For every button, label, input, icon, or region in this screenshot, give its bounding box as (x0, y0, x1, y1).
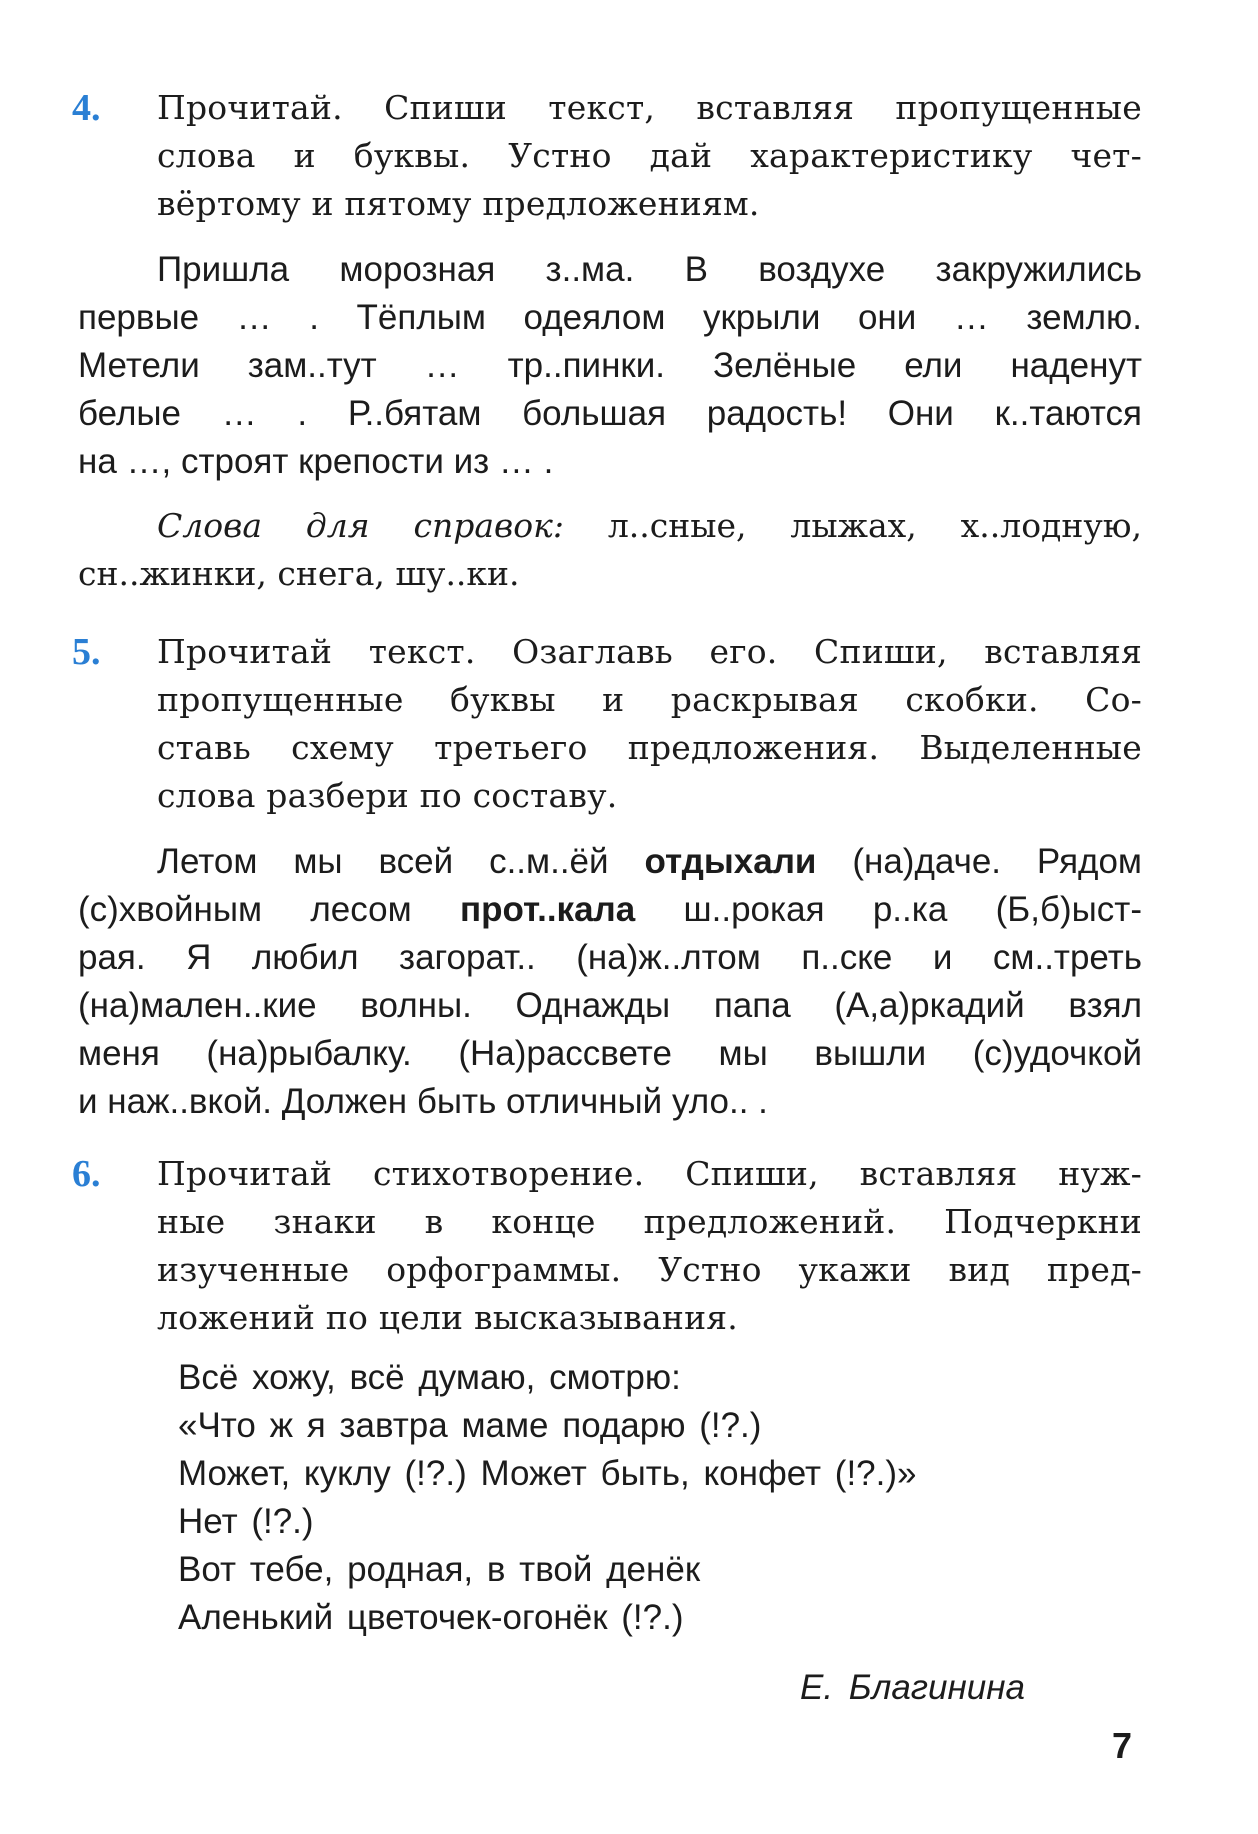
poem (178, 1354, 917, 1642)
highlighted-word: отдыхали (644, 842, 817, 881)
exercise-5-number: 5. (72, 631, 101, 673)
task-line: ложений по цели высказывания. (157, 1298, 738, 1337)
text-line: меня (на)рыбалку. (На)рассвете мы вышли (с)удочкой (78, 1034, 1142, 1073)
task-line: Прочитай. Спиши текст, вставляя пропущенные (157, 88, 1142, 127)
task-line: изученные орфограммы. Устно укажи вид пред- (157, 1250, 1142, 1289)
poem-author: Е. Благинина (800, 1668, 1025, 1707)
text-line: рая. Я любил загорат.. (на)ж..лтом п..ске и см..треть (78, 938, 1142, 977)
reference-line: сн..жинки, снега, шу..ки. (78, 554, 520, 593)
page-number: 7 (1112, 1725, 1133, 1766)
text-line: (на)мален..кие волны. Однажды папа (А,а)ркадий взял (78, 986, 1142, 1025)
text-line: Пришла морозная з..ма. В воздухе закружились (157, 250, 1142, 289)
text-segment: ш..рокая р..ка (Б,б)ыст- (635, 890, 1142, 929)
exercise-6-number: 6. (72, 1153, 101, 1195)
task-line: вёртому и пятому предложениям. (157, 184, 760, 223)
reference-words-1: л..сные, лыжах, х..лодную, (563, 506, 1143, 545)
text-line: первые … . Тёплым одеялом укрыли они … землю. (78, 298, 1142, 337)
task-line: слова и буквы. Устно дай характеристику чет- (157, 136, 1142, 175)
task-line: ные знаки в конце предложений. Подчеркни (157, 1202, 1142, 1241)
text-segment: (с)хвойным лесом (78, 890, 461, 929)
poem-line: Нет (!?.) (178, 1502, 314, 1541)
poem-line: Аленький цветочек-огонёк (!?.) (178, 1598, 684, 1637)
text-line: и наж..вкой. Должен быть отличный уло.. . (78, 1082, 768, 1121)
text-line: на …, строят крепости из … . (78, 442, 554, 481)
task-line: ставь схему третьего предложения. Выделенные (157, 728, 1142, 767)
task-line: Прочитай стихотворение. Спиши, вставляя нуж- (157, 1154, 1142, 1193)
exercise-6-task (157, 1150, 1142, 1342)
task-line: Прочитай текст. Озаглавь его. Спиши, вставляя (157, 632, 1142, 671)
text-segment: (на)даче. Рядом (816, 842, 1142, 881)
exercise-4-number: 4. (72, 87, 101, 129)
poem-line: «Что ж я завтра маме подарю (!?.) (178, 1406, 762, 1445)
poem-line: Всё хожу, всё думаю, смотрю: (178, 1358, 681, 1397)
text-line (78, 886, 1142, 934)
text-line (78, 838, 1142, 886)
poem-line: Вот тебе, родная, в твой денёк (178, 1550, 701, 1589)
text-line: Метели зам..тут … тр..пинки. Зелёные ели наденут (78, 346, 1142, 385)
text-segment: Летом мы всей с..м..ёй (157, 842, 645, 881)
text-line: белые … . Р..бятам большая радость! Они к..таются (78, 394, 1142, 433)
highlighted-word: прот..кала (460, 890, 636, 929)
task-line: слова разбери по составу. (157, 776, 618, 815)
exercise-4-text (78, 246, 1142, 486)
reference-line (78, 502, 1142, 550)
exercise-5-task (157, 628, 1142, 820)
poem-line: Может, куклу (!?.) Может быть, конфет (!?.)» (178, 1454, 917, 1493)
task-line: пропущенные буквы и раскрывая скобки. Со- (157, 680, 1142, 719)
reference-label: Слова для справок: (157, 506, 564, 545)
exercise-4-task (157, 84, 1142, 228)
exercise-5-text (78, 838, 1142, 1126)
reference-words (78, 502, 1142, 598)
